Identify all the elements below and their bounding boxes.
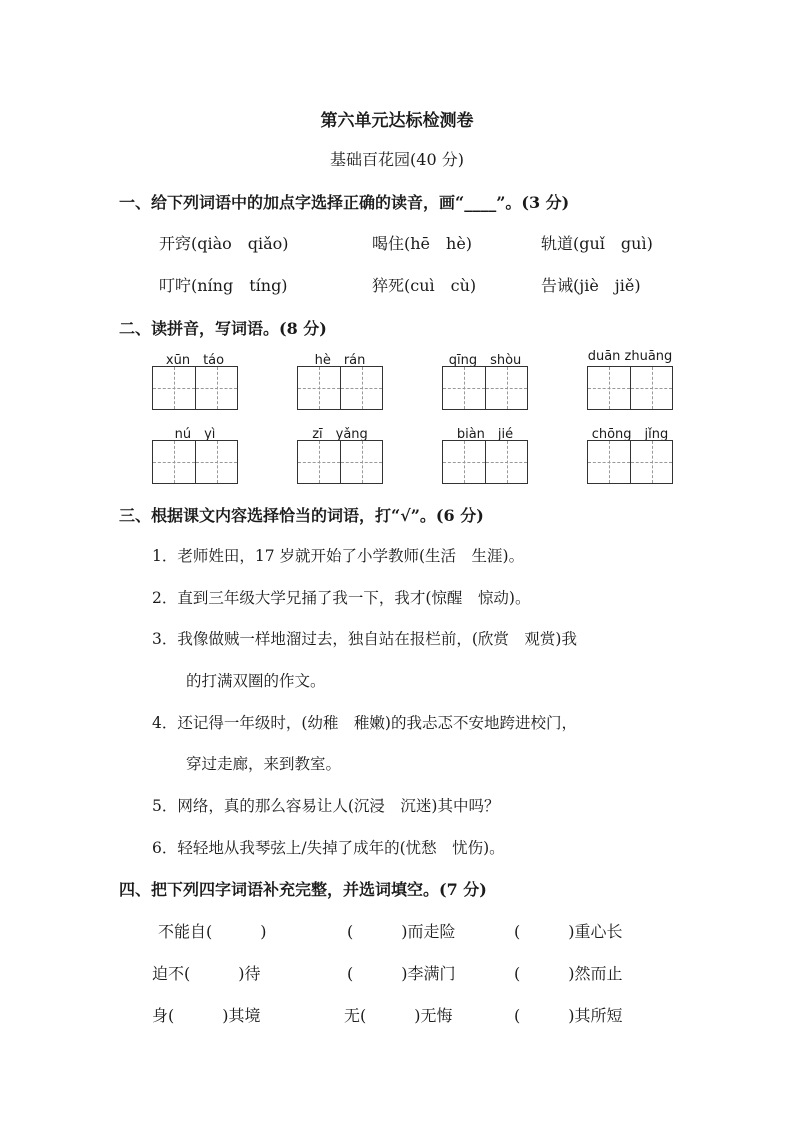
writing-grid[interactable]: [152, 366, 238, 410]
pinyin-label: chōng jǐng: [591, 427, 669, 442]
writing-cell[interactable]: [298, 441, 340, 483]
pinyin-label: zī yǎng: [312, 427, 368, 442]
writing-cell[interactable]: [443, 441, 485, 483]
writing-cell[interactable]: [195, 367, 237, 409]
q3-line: 6．轻轻地从我琴弦上/失掉了成年的(忧愁 忧伤)。: [152, 839, 505, 857]
writing-grid[interactable]: [297, 366, 383, 410]
writing-grid[interactable]: [152, 440, 238, 484]
writing-cell[interactable]: [485, 441, 527, 483]
section-heading-4: 四、把下列四字词语补充完整，并选词填空。(7 分): [119, 880, 487, 899]
pinyin-label: biàn jié: [456, 427, 514, 442]
q1-item: 猝死(cuì cù): [372, 276, 477, 295]
writing-cell[interactable]: [340, 441, 382, 483]
q4-item: ( )重心长: [514, 922, 623, 941]
pinyin-label: hè rán: [314, 353, 366, 368]
writing-cell[interactable]: [485, 367, 527, 409]
writing-grid[interactable]: [297, 440, 383, 484]
writing-cell[interactable]: [588, 441, 630, 483]
q4-item: 无( )无悔: [344, 1006, 453, 1025]
q3-line: 穿过走廊，来到教室。: [186, 755, 342, 773]
writing-cell[interactable]: [588, 367, 630, 409]
writing-cell[interactable]: [195, 441, 237, 483]
writing-cell[interactable]: [630, 367, 672, 409]
section-heading-3: 三、根据课文内容选择恰当的词语，打“√”。(6 分): [119, 506, 484, 525]
page-subtitle: 基础百花园(40 分): [330, 150, 464, 169]
writing-grid[interactable]: [587, 440, 673, 484]
page-title: 第六单元达标检测卷: [320, 111, 474, 131]
q1-item: 开窍(qiào qiǎo): [159, 234, 289, 253]
writing-cell[interactable]: [298, 367, 340, 409]
q1-item: 告诫(jiè jiě): [541, 276, 641, 295]
section-heading-2: 二、读拼音，写词语。(8 分): [119, 319, 327, 338]
q1-item: 叮咛(níng tíng): [159, 276, 288, 295]
q4-item: 不能自( ): [158, 922, 267, 941]
q4-item: ( )而走险: [347, 922, 456, 941]
pinyin-label: duān zhuāng: [587, 349, 673, 364]
pinyin-label: xūn táo: [165, 353, 225, 368]
writing-cell[interactable]: [630, 441, 672, 483]
q3-line: 1．老师姓田，17 岁就开始了小学教师(生活 生涯)。: [152, 547, 525, 565]
writing-grid[interactable]: [442, 440, 528, 484]
q4-item: ( )其所短: [514, 1006, 623, 1025]
writing-cell[interactable]: [340, 367, 382, 409]
pinyin-label: qīng shòu: [448, 353, 522, 368]
section-heading-1: 一、给下列词语中的加点字选择正确的读音，画“____”。(3 分): [119, 193, 570, 212]
writing-cell[interactable]: [153, 367, 195, 409]
q4-item: ( )然而止: [514, 964, 623, 983]
q3-line: 3．我像做贼一样地溜过去，独自站在报栏前，(欣赏 观赏)我: [152, 630, 577, 648]
writing-grid[interactable]: [587, 366, 673, 410]
writing-cell[interactable]: [153, 441, 195, 483]
q4-item: 迫不( )待: [152, 964, 261, 983]
q1-item: 轨道(guǐ guì): [541, 234, 653, 253]
q4-item: ( )李满门: [347, 964, 456, 983]
writing-grid[interactable]: [442, 366, 528, 410]
q1-item: 喝住(hē hè): [372, 234, 473, 253]
q4-item: 身( )其境: [152, 1006, 261, 1025]
q3-line: 的打满双圈的作文。: [186, 672, 326, 690]
pinyin-label: nú yì: [174, 427, 216, 442]
q3-line: 2．直到三年级大学兄捅了我一下，我才(惊醒 惊动)。: [152, 589, 531, 607]
q3-line: 5．网络，真的那么容易让人(沉浸 沉迷)其中吗？: [152, 797, 500, 815]
writing-cell[interactable]: [443, 367, 485, 409]
q3-line: 4．还记得一年级时，(幼稚 稚嫩)的我忐忑不安地跨进校门，: [152, 714, 577, 732]
